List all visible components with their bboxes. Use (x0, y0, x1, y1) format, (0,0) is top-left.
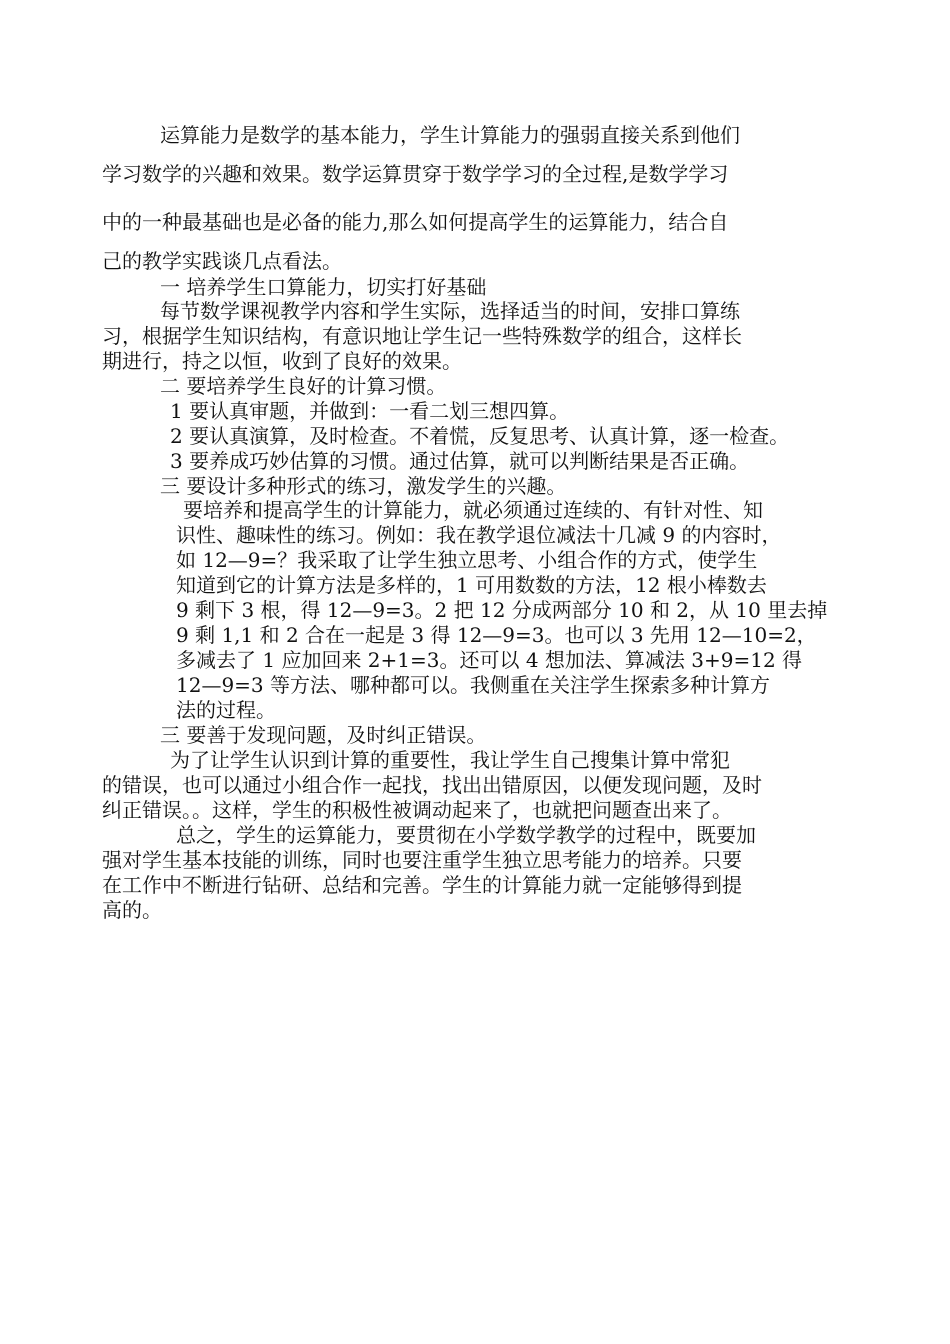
section-body-line: 每节数学课视教学内容和学生实际，选择适当的时间，安排口算练 (160, 299, 740, 323)
section-body-line: 12—9=3 等方法、哪种都可以。我侧重在关注学生探索多种计算方 (176, 673, 771, 697)
section-body-line: 如 12—9=？我采取了让学生独立思考、小组合作的方式，使学生 (176, 548, 758, 572)
conclusion-line: 在工作中不断进行钻研、总结和完善。学生的计算能力就一定能够得到提 (102, 873, 742, 897)
section-body-line: 的错误，也可以通过小组合作一起找，找出出错原因，以便发现问题，及时 (102, 773, 762, 797)
section-heading: 三 要善于发现问题，及时纠正错误。 (160, 723, 487, 747)
intro-line: 运算能力是数学的基本能力，学生计算能力的强弱直接关系到他们 (160, 123, 740, 147)
section-body-line: 法的过程。 (176, 698, 276, 722)
list-item: 3 要养成巧妙估算的习惯。通过估算，就可以判断结果是否正确。 (170, 449, 750, 473)
section-body-line: 习，根据学生知识结构，有意识地让学生记一些特殊数学的组合，这样长 (102, 324, 742, 348)
list-item: 1 要认真审题，并做到：一看二划三想四算。 (170, 399, 570, 423)
section-body-line: 多减去了 1 应加回来 2+1=3。还可以 4 想加法、算减法 3+9=12 得 (176, 648, 803, 672)
conclusion-line: 强对学生基本技能的训练，同时也要注重学生独立思考能力的培养。只要 (102, 848, 742, 872)
intro-line: 学习数学的兴趣和效果。数学运算贯穿于数学学习的全过程,是数学学习 (102, 162, 729, 186)
section-body-line: 期进行，持之以恒，收到了良好的效果。 (102, 349, 462, 373)
section-body-line: 纠正错误。。这样，学生的积极性被调动起来了，也就把问题查出来了。 (102, 798, 732, 822)
intro-line: 中的一种最基础也是必备的能力,那么如何提高学生的运算能力，结合自 (102, 210, 729, 234)
list-item: 2 要认真演算，及时检查。不着慌，反复思考、认真计算，逐一检查。 (170, 424, 790, 448)
conclusion-line: 高的。 (102, 898, 162, 922)
conclusion-line: 总之，学生的运算能力，要贯彻在小学数学教学的过程中，既要加 (176, 823, 756, 847)
section-heading: 二 要培养学生良好的计算习惯。 (160, 374, 447, 398)
section-body-line: 识性、趣味性的练习。例如：我在教学退位减法十几减 9 的内容时， (176, 523, 782, 547)
intro-line: 己的教学实践谈几点看法。 (102, 249, 342, 273)
section-body-line: 9 剩 1,1 和 2 合在一起是 3 得 12—9=3。也可以 3 先用 12—10=2， (176, 623, 817, 647)
section-body-line: 知道到它的计算方法是多样的，1 可用数数的方法，12 根小棒数去 (176, 573, 767, 597)
section-heading: 一 培养学生口算能力，切实打好基础 (160, 275, 487, 299)
section-body-line: 要培养和提高学生的计算能力，就必须通过连续的、有针对性、知 (183, 498, 763, 522)
section-heading: 三 要设计多种形式的练习，激发学生的兴趣。 (160, 474, 567, 498)
section-body-line: 为了让学生认识到计算的重要性，我让学生自己搜集计算中常犯 (170, 748, 730, 772)
section-body-line: 9 剩下 3 根，得 12—9=3。2 把 12 分成两部分 10 和 2，从 10 里去掉 (176, 598, 828, 622)
